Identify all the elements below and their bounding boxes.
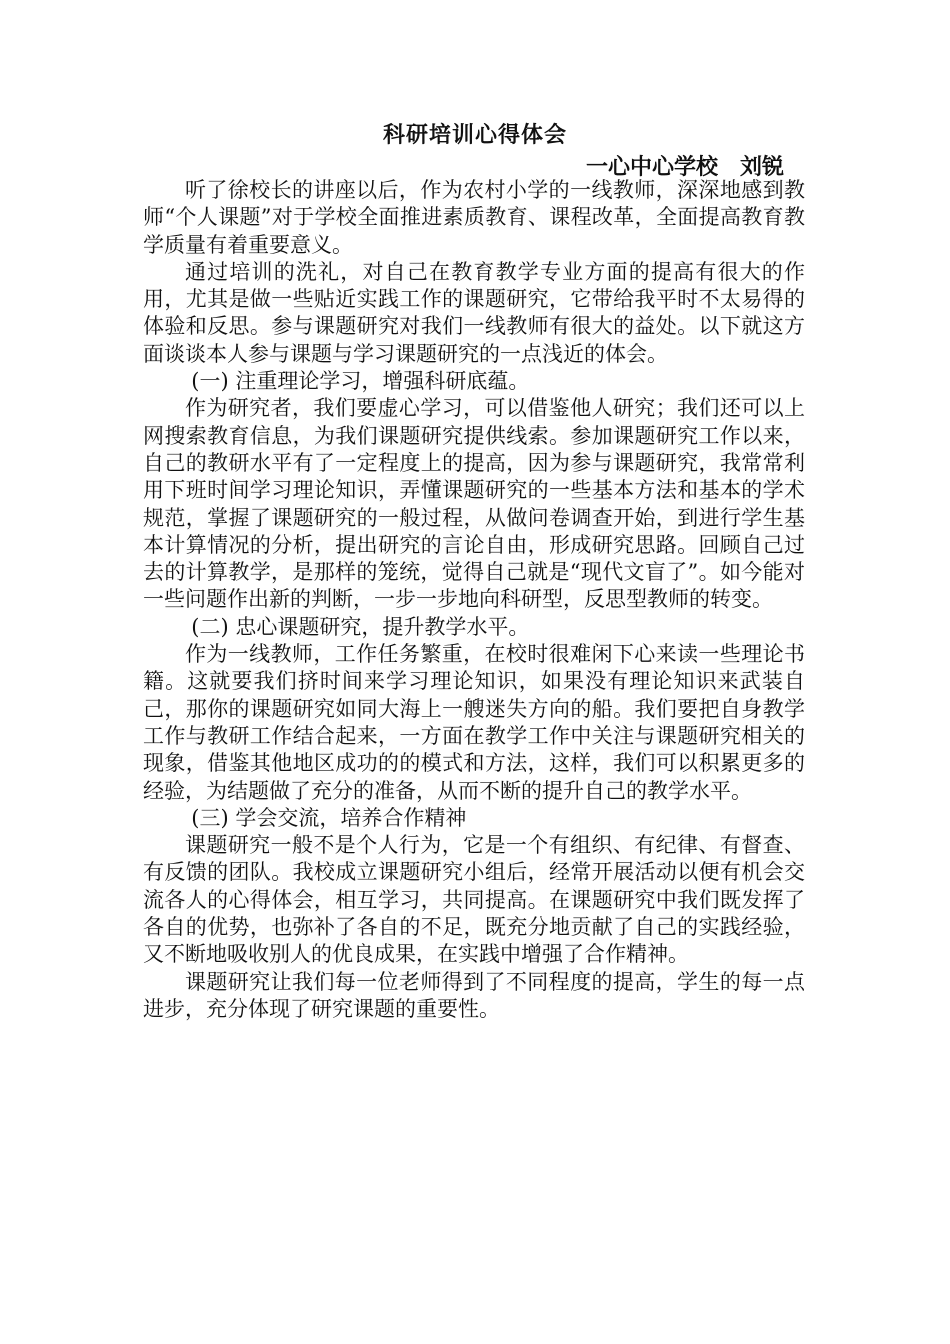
paragraph-section-1: 作为研究者，我们要虚心学习，可以借鉴他人研究；我们还可以上网搜索教育信息，为我们课题研究提供线索。参加课题研究工作以来，自己的教研水平有了一定程度上的提高，因为参与课题研究，我常常利用下班时间学习理论知识，弄懂课题研究的一些基本方法和基本的学术规范，掌握了课题研究的一般过程，从做问卷调查开始，到进行学生基本计算情况的分析，提出研究的言论自由，形成研究思路。回顾自己过去的计算教学，是那样的笼统，觉得自己就是“现代文盲了”。如今能对一些问题作出新的判断，一步一步地向科研型，反思型教师的转变。 [143,396,805,612]
document-body [143,177,805,1023]
document-title: 科研培训心得体会 [382,123,567,148]
paragraph-section-2: 作为一线教师，工作任务繁重，在校时很难闲下心来读一些理论书籍。这就要我们挤时间来学习理论知识，如果没有理论知识来武装自己，那你的课题研究如同大海上一艘迷失方向的船。我们要把自身教学工作与教研工作结合起来，一方面在教学工作中关注与课题研究相关的现象，借鉴其他地区成功的的模式和方法，这样，我们可以积累更多的经验，为结题做了充分的准备，从而不断的提升自己的教学水平。 [143,642,805,803]
paragraph-conclusion: 课题研究让我们每一位老师得到了不同程度的提高，学生的每一点进步，充分体现了研究课题的重要性。 [143,969,805,1021]
author-name: 刘锐 [740,155,785,180]
paragraph-intro: 听了徐校长的讲座以后，作为农村小学的一线教师，深深地感到教师“个人课题”对于学校全面推进素质教育、课程改革，全面提高教育教学质量有着重要意义。 [143,178,805,257]
paragraph-training: 通过培训的洗礼，对自己在教育教学专业方面的提高有很大的作用，尤其是做一些贴近实践工作的课题研究，它带给我平时不太易得的体验和反思。参与课题研究对我们一线教师有很大的益处。以下就这方面谈谈本人参与课题与学习课题研究的一点浅近的体会。 [143,259,805,366]
paragraph-section-3: 课题研究一般不是个人行为，它是一个有组织、有纪律、有督查、有反馈的团队。我校成立课题研究小组后，经常开展活动以便有机会交流各人的心得体会，相互学习，共同提高。在课题研究中我们既发挥了各自的优势，也弥补了各自的不足，既充分地贡献了自己的实践经验，又不断地吸收别人的优良成果，在实践中增强了合作精神。 [143,833,805,967]
section-heading-1: (一) 注重理论学习，增强科研底蕴。 [191,369,530,394]
section-heading-2: (二) 忠心课题研究，提升教学水平。 [191,614,530,639]
author-school: 一心中心学校 [586,155,719,180]
section-heading-3: (三) 学会交流，培养合作精神 [191,805,467,830]
